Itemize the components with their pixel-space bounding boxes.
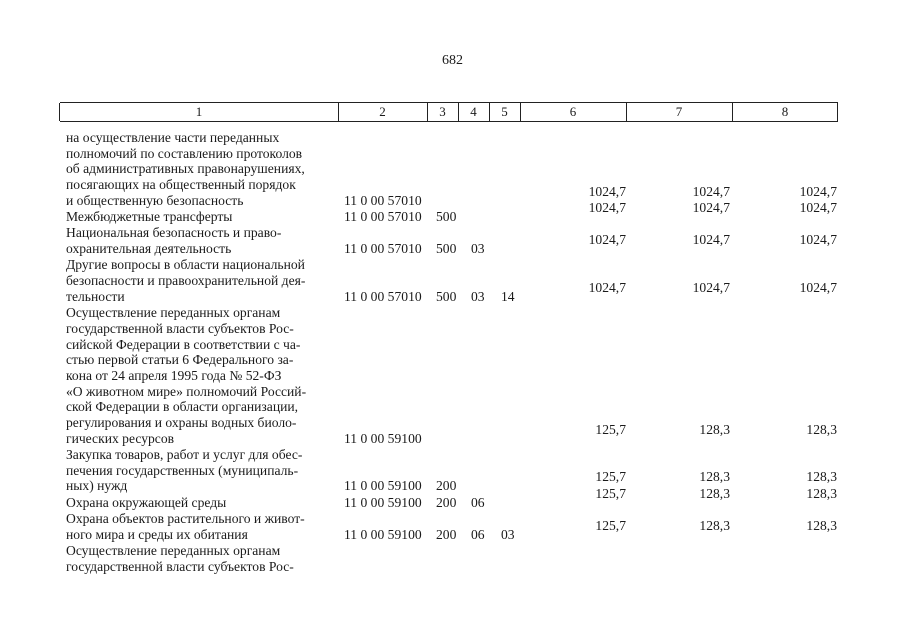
budget-code-cell: 11 0 00 59100 bbox=[344, 478, 422, 494]
description-line: Закупка товаров, работ и услуг для обес- bbox=[66, 447, 303, 462]
header-col-5: 5 bbox=[501, 104, 508, 119]
amount-col-6-cell: 125,7 bbox=[595, 485, 626, 501]
description-line: кона от 24 апреля 1995 года № 52-ФЗ bbox=[66, 367, 282, 383]
row-description bbox=[66, 257, 336, 304]
expense-type-cell: 500 bbox=[436, 288, 457, 304]
amount-col-6-cell: 125,7 bbox=[595, 421, 626, 437]
description-line: ного мира и среды их обитания bbox=[66, 526, 248, 542]
description-line: государственной власти субъектов Рос- bbox=[66, 320, 294, 336]
row-description bbox=[66, 209, 336, 225]
description-line: Осуществление переданных органам bbox=[66, 543, 281, 558]
expense-type-cell: 500 bbox=[436, 209, 457, 225]
amount-col-6-cell: 1024,7 bbox=[588, 183, 626, 199]
page-number: 682 bbox=[442, 53, 463, 68]
description-line: Охрана окружающей среды bbox=[66, 494, 227, 510]
description-line: об административных правонарушениях, bbox=[66, 161, 305, 177]
amount-col-7-cell: 1024,7 bbox=[692, 279, 730, 295]
section-cell: 06 bbox=[471, 526, 485, 542]
description-line: печения государственных (муниципаль- bbox=[66, 462, 299, 478]
amount-col-7-cell: 128,3 bbox=[699, 469, 730, 485]
amount-col-8-cell: 128,3 bbox=[806, 421, 837, 437]
description-line: на осуществление части переданных bbox=[66, 130, 280, 145]
description-line: сийской Федерации в соответствии с ча- bbox=[66, 336, 301, 352]
description-line: гических ресурсов bbox=[66, 430, 175, 446]
amount-col-6-cell: 125,7 bbox=[595, 517, 626, 533]
amount-col-7-cell: 128,3 bbox=[699, 421, 730, 437]
description-line: государственной власти субъектов Рос- bbox=[66, 558, 294, 574]
row-description bbox=[66, 495, 336, 511]
subsection-cell: 03 bbox=[501, 526, 515, 542]
section-cell: 03 bbox=[471, 241, 485, 257]
budget-code-cell: 11 0 00 57010 bbox=[344, 192, 422, 208]
amount-col-6-cell: 1024,7 bbox=[588, 232, 626, 248]
row-description bbox=[66, 511, 336, 542]
description-line: Осуществление переданных органам bbox=[66, 305, 281, 321]
section-cell: 06 bbox=[471, 494, 485, 510]
amount-col-6-cell: 125,7 bbox=[595, 469, 626, 485]
amount-col-7-cell: 1024,7 bbox=[692, 200, 730, 216]
description-line: посягающих на общественный порядок bbox=[66, 177, 296, 193]
budget-code-cell: 11 0 00 59100 bbox=[344, 526, 422, 542]
description-line: охранительная деятельность bbox=[66, 241, 232, 257]
amount-col-8-cell: 128,3 bbox=[806, 517, 837, 533]
description-line: «О животном мире» полномочий Россий- bbox=[66, 383, 307, 399]
row-description bbox=[66, 447, 336, 494]
expense-type-cell: 200 bbox=[436, 526, 457, 542]
budget-code-cell: 11 0 00 57010 bbox=[344, 209, 422, 225]
description-line: безопасности и правоохранительной дея- bbox=[66, 273, 306, 289]
table-header bbox=[60, 102, 838, 122]
amount-col-7-cell: 128,3 bbox=[699, 485, 730, 501]
budget-code-cell: 11 0 00 59100 bbox=[344, 494, 422, 510]
description-line: тельности bbox=[66, 288, 125, 304]
description-line: и общественную безопасность bbox=[66, 192, 244, 208]
amount-col-8-cell: 1024,7 bbox=[799, 279, 837, 295]
section-cell: 03 bbox=[471, 288, 485, 304]
amount-col-8-cell: 1024,7 bbox=[799, 232, 837, 248]
header-col-6: 6 bbox=[569, 104, 577, 119]
row-description bbox=[66, 543, 336, 574]
amount-col-7-cell: 1024,7 bbox=[692, 183, 730, 199]
description-line: Охрана объектов растительного и живот- bbox=[66, 511, 305, 526]
amount-col-6-cell: 1024,7 bbox=[588, 200, 626, 216]
expense-type-cell: 200 bbox=[436, 494, 457, 510]
expense-type-cell: 200 bbox=[436, 478, 457, 494]
description-line: Другие вопросы в области национальной bbox=[66, 257, 305, 273]
budget-code-cell: 11 0 00 57010 bbox=[344, 288, 422, 304]
subsection-cell: 14 bbox=[501, 288, 515, 304]
amount-col-8-cell: 1024,7 bbox=[799, 200, 837, 216]
header-divider bbox=[837, 103, 838, 121]
description-line: полномочий по составлению протоколов bbox=[66, 145, 303, 161]
budget-code-cell: 11 0 00 59100 bbox=[344, 430, 422, 446]
header-col-4: 4 bbox=[470, 104, 477, 119]
description-line: ской Федерации в области организации, bbox=[66, 399, 299, 415]
header-col-7: 7 bbox=[675, 104, 683, 119]
row-description bbox=[66, 305, 336, 446]
amount-col-8-cell: 128,3 bbox=[806, 485, 837, 501]
description-line: ных) нужд bbox=[66, 478, 128, 494]
amount-col-8-cell: 1024,7 bbox=[799, 183, 837, 199]
header-col-3: 3 bbox=[439, 104, 446, 119]
description-line: стью первой статьи 6 Федерального за- bbox=[66, 352, 294, 368]
description-line: Национальная безопасность и право- bbox=[66, 225, 282, 241]
header-col-1: 1 bbox=[195, 104, 203, 119]
expense-type-cell: 500 bbox=[436, 241, 457, 257]
description-line: регулирования и охраны водных биоло- bbox=[66, 415, 297, 431]
amount-col-7-cell: 128,3 bbox=[699, 517, 730, 533]
budget-code-cell: 11 0 00 57010 bbox=[344, 241, 422, 257]
header-col-8: 8 bbox=[781, 104, 789, 119]
row-description bbox=[66, 225, 336, 256]
amount-col-6-cell: 1024,7 bbox=[588, 279, 626, 295]
row-description bbox=[66, 130, 336, 209]
amount-col-8-cell: 128,3 bbox=[806, 469, 837, 485]
amount-col-7-cell: 1024,7 bbox=[692, 232, 730, 248]
header-col-2: 2 bbox=[379, 104, 386, 119]
description-line: Межбюджетные трансферты bbox=[66, 209, 233, 225]
